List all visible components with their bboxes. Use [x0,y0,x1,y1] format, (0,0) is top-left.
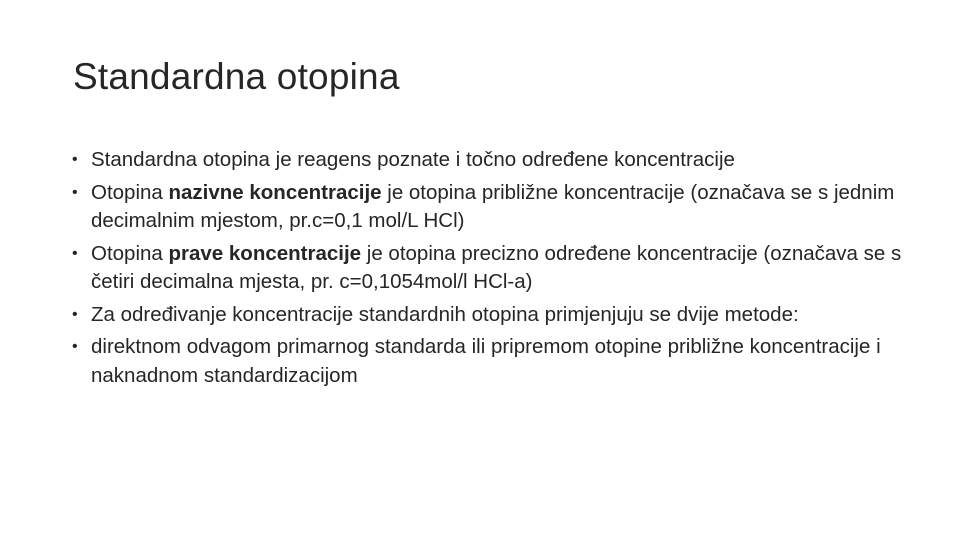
bullet-text: Standardna otopina je reagens poznate i točno određene koncentracije [91,148,735,171]
bullet-dot-icon: • [72,244,78,262]
bullet-dot-icon: • [72,338,78,355]
bullet-text: Za određivanje koncentracije standardnih otopina primjenjuju se dvije metode: [91,302,799,326]
bullet-item [72,179,902,236]
bullet-item [72,146,902,175]
bullet-text: Otopina [91,180,169,204]
bullet-text: je otopina precizno određene koncentracije (označava se s četiri decimalna mjesta, pr. c=0,1054mol/l HCl-a) [91,241,902,293]
bullet-bold-term: prave koncentracije [168,241,362,265]
bullet-item [72,240,902,297]
bullet-text: direktnom odvagom primarnog standarda ili pripremom otopine približne koncentracije i naknadnom standardizacijom [91,335,881,387]
bullet-item [72,301,902,330]
bullet-bold-term: nazivne koncentracije [168,180,382,204]
slide-title: Standardna otopina [73,56,400,97]
bullet-text: je otopina približne koncentracije (označava se s jednim decimalnim mjestom, pr.c=0,1 mol/L HCl) [91,180,895,232]
bullet-item [72,333,902,390]
bullet-dot-icon: • [72,305,78,323]
bullet-dot-icon: • [72,183,78,201]
bullet-text: Otopina [91,241,169,265]
bullet-list [72,146,902,394]
bullet-dot-icon: • [72,151,78,168]
